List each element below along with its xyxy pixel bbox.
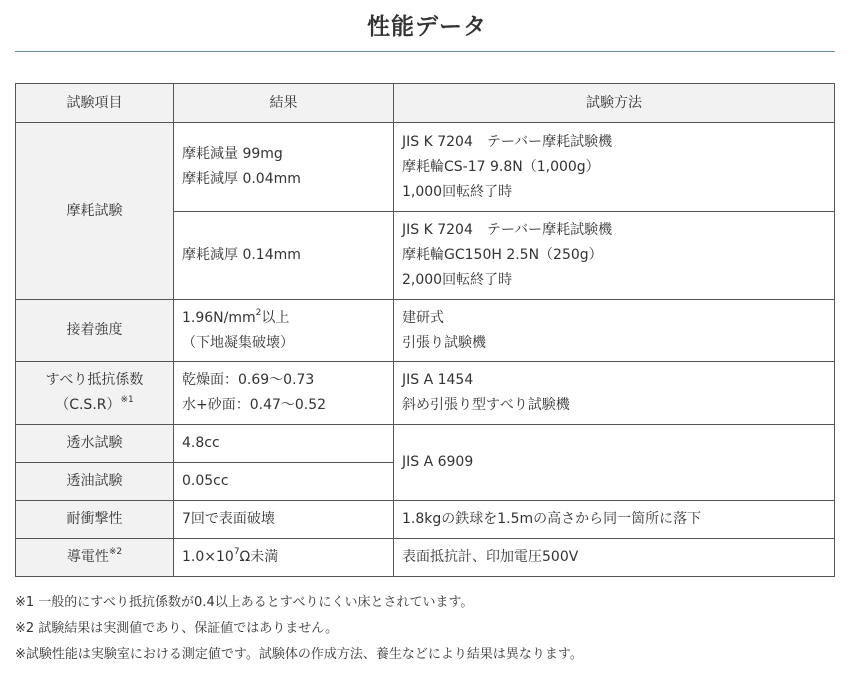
table-row <box>16 501 835 539</box>
item-abrasion: 摩耗試験 <box>16 123 174 300</box>
result-abrasion-1: 摩耗減量 99mg 摩耗減厚 0.04mm <box>174 123 394 212</box>
method-slip-resistance: JIS A 1454 斜め引張り型すべり試験機 <box>394 362 835 425</box>
footnote-1: ※1 一般的にすべり抵抗係数が0.4以上あるとすべりにくい床とされています。 <box>15 595 474 610</box>
footnote-2: ※2 試験結果は実測値であり、保証値ではありません。 <box>15 621 339 636</box>
header-item: 試験項目 <box>16 84 174 123</box>
method-impact: 1.8kgの鉄球を1.5mの高さから同一箇所に落下 <box>394 501 835 539</box>
header-result: 結果 <box>174 84 394 123</box>
result-water-permeability: 4.8cc <box>174 425 394 463</box>
page-title: 性能データ <box>367 14 487 40</box>
item-impact: 耐衝撃性 <box>16 501 174 539</box>
title-divider <box>15 51 835 52</box>
method-conductivity: 表面抵抗計、印加電圧500V <box>394 539 835 577</box>
result-conductivity: $1.0\times 10^7\Omega$未満 <box>174 539 394 577</box>
method-adhesion: 建研式 引張り試験機 <box>394 300 835 362</box>
table-row <box>16 123 835 212</box>
item-slip-resistance: すべり抵抗係数 $(C.S.R)^{※1}$ <box>16 362 174 425</box>
footnotes <box>15 590 583 668</box>
method-abrasion-1: JIS K 7204 テーバー摩耗試験機 摩耗輪CS-17 9.8N（1,000g） 1,000回転終了時 <box>394 123 835 212</box>
method-abrasion-2: JIS K 7204 テーバー摩耗試験機 摩耗輪GC150H 2.5N（250g） 2,000回転終了時 <box>394 212 835 300</box>
table-row <box>16 300 835 362</box>
result-oil-permeability: 0.05cc <box>174 463 394 501</box>
item-conductivity: 導電性$^{※2}$ <box>16 539 174 577</box>
table-row <box>16 362 835 425</box>
performance-table <box>15 83 835 577</box>
footnote-3: ※試験性能は実験室における測定値です。試験体の作成方法、養生などにより結果は異なります。 <box>15 647 583 662</box>
table-header-row <box>16 84 835 123</box>
item-oil-permeability: 透油試験 <box>16 463 174 501</box>
item-water-permeability: 透水試験 <box>16 425 174 463</box>
result-abrasion-2: 摩耗減厚 0.14mm <box>174 212 394 300</box>
result-adhesion: $1.96N/mm^2$以上 （下地凝集破壊） <box>174 300 394 362</box>
table-row <box>16 425 835 463</box>
method-permeability: JIS A 6909 <box>394 425 835 501</box>
table-row <box>16 539 835 577</box>
result-slip-resistance: 乾燥面：0.69～0.73 水+砂面：0.47～0.52 <box>174 362 394 425</box>
header-method: 試験方法 <box>394 84 835 123</box>
result-impact: 7回で表面破壊 <box>174 501 394 539</box>
item-adhesion: 接着強度 <box>16 300 174 362</box>
